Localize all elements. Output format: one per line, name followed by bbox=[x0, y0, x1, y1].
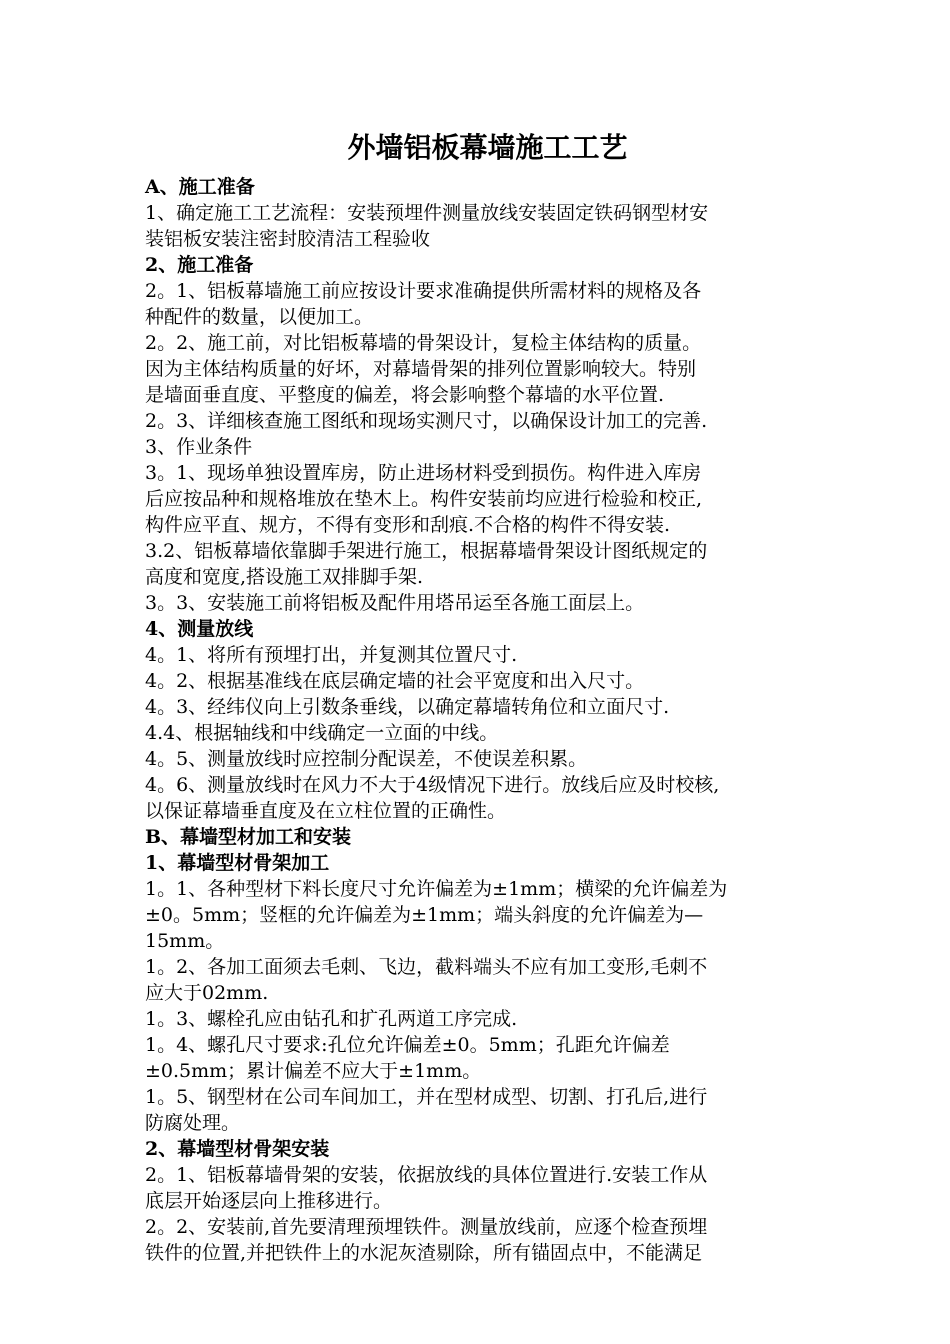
text-line: 1。5、钢型材在公司车间加工，并在型材成型、切割、打孔后,进行 bbox=[145, 1086, 708, 1108]
paragraph bbox=[145, 694, 810, 720]
text-line: 3。1、现场单独设置库房，防止进场材料受到损伤。构件进入库房 bbox=[145, 462, 702, 484]
text-line: ±0。5mm；竖框的允许偏差为±1mm；端头斜度的允许偏差为— bbox=[145, 904, 704, 926]
text-line: 4。6、测量放线时在风力不大于4级情况下进行。放线后应及时校核, bbox=[145, 774, 720, 796]
text-line: 4。5、测量放线时应控制分配误差，不使误差积累。 bbox=[145, 748, 588, 770]
section-heading bbox=[145, 824, 810, 850]
paragraph bbox=[145, 434, 810, 460]
text-line: 4。1、将所有预埋打出，并复测其位置尺寸. bbox=[145, 644, 518, 666]
paragraph bbox=[145, 1032, 810, 1084]
text-line: 底层开始逐层向上推移进行。 bbox=[145, 1190, 393, 1212]
text-line: 防腐处理。 bbox=[145, 1112, 241, 1134]
text-line: 2。1、铝板幕墙施工前应按设计要求准确提供所需材料的规格及各 bbox=[145, 280, 702, 302]
paragraph bbox=[145, 278, 810, 330]
text-line: 铁件的位置,并把铁件上的水泥灰渣剔除，所有锚固点中，不能满足 bbox=[145, 1242, 703, 1264]
paragraph bbox=[145, 330, 810, 408]
text-line: 4、测量放线 bbox=[145, 618, 254, 640]
section-heading bbox=[145, 850, 810, 876]
paragraph bbox=[145, 1214, 810, 1266]
text-line: 2、施工准备 bbox=[145, 254, 254, 276]
text-line: 后应按品种和规格堆放在垫木上。构件安装前均应进行检验和校正, bbox=[145, 488, 703, 510]
text-line: 4。2、根据基准线在底层确定墙的社会平宽度和出入尺寸。 bbox=[145, 670, 645, 692]
text-line: 2。3、详细核查施工图纸和现场实测尺寸，以确保设计加工的完善. bbox=[145, 410, 708, 432]
text-line: 装铝板安装注密封胶清洁工程验收 bbox=[145, 228, 431, 250]
text-line: 1。1、各种型材下料长度尺寸允许偏差为±1mm；横梁的允许偏差为 bbox=[145, 878, 728, 900]
document-body bbox=[145, 174, 810, 1266]
text-line: B、幕墙型材加工和安装 bbox=[145, 826, 352, 848]
text-line: 4.4、根据轴线和中线确定一立面的中线。 bbox=[145, 722, 499, 744]
paragraph bbox=[145, 746, 810, 772]
text-line: 3、作业条件 bbox=[145, 436, 253, 458]
text-line: 4。3、经纬仪向上引数条垂线，以确定幕墙转角位和立面尺寸. bbox=[145, 696, 670, 718]
text-line: 1。2、各加工面须去毛刺、飞边，截料端头不应有加工变形,毛刺不 bbox=[145, 956, 708, 978]
section-heading bbox=[145, 1136, 810, 1162]
text-line: 1、幕墙型材骨架加工 bbox=[145, 852, 330, 874]
paragraph bbox=[145, 1084, 810, 1136]
paragraph bbox=[145, 200, 810, 252]
section-heading bbox=[145, 616, 810, 642]
text-line: 高度和宽度,搭设施工双排脚手架. bbox=[145, 566, 424, 588]
paragraph bbox=[145, 668, 810, 694]
document-title: 外墙铝板幕墙施工工艺 bbox=[347, 131, 628, 164]
text-line: 1。3、螺栓孔应由钻孔和扩孔两道工序完成. bbox=[145, 1008, 518, 1030]
text-line: 3。3、安装施工前将铝板及配件用塔吊运至各施工面层上。 bbox=[145, 592, 645, 614]
text-line: 应大于02mm. bbox=[145, 982, 269, 1004]
text-line: 3.2、铝板幕墙依靠脚手架进行施工，根据幕墙骨架设计图纸规定的 bbox=[145, 540, 708, 562]
document-page bbox=[145, 128, 810, 1266]
paragraph bbox=[145, 720, 810, 746]
text-line: 2。2、安装前,首先要清理预埋铁件。测量放线前，应逐个检查预埋 bbox=[145, 1216, 708, 1238]
paragraph bbox=[145, 408, 810, 434]
paragraph bbox=[145, 460, 810, 538]
text-line: 2。1、铝板幕墙骨架的安装，依据放线的具体位置进行.安装工作从 bbox=[145, 1164, 708, 1186]
text-line: 是墙面垂直度、平整度的偏差，将会影响整个幕墙的水平位置. bbox=[145, 384, 665, 406]
section-heading bbox=[145, 252, 810, 278]
paragraph bbox=[145, 954, 810, 1006]
text-line: 因为主体结构质量的好坏，对幕墙骨架的排列位置影响较大。特别 bbox=[145, 358, 697, 380]
text-line: 构件应平直、规方，不得有变形和刮痕.不合格的构件不得安装. bbox=[145, 514, 671, 536]
text-line: 15mm。 bbox=[145, 930, 225, 952]
text-line: A、施工准备 bbox=[145, 176, 255, 198]
text-line: 以保证幕墙垂直度及在立柱位置的正确性。 bbox=[145, 800, 507, 822]
paragraph bbox=[145, 642, 810, 668]
paragraph bbox=[145, 538, 810, 590]
paragraph bbox=[145, 590, 810, 616]
paragraph bbox=[145, 772, 810, 824]
text-line: 种配件的数量，以便加工。 bbox=[145, 306, 374, 328]
text-line: ±0.5mm；累计偏差不应大于±1mm。 bbox=[145, 1060, 482, 1082]
text-line: 1。4、螺孔尺寸要求:孔位允许偏差±0。5mm；孔距允许偏差 bbox=[145, 1034, 670, 1056]
section-heading bbox=[145, 174, 810, 200]
paragraph bbox=[145, 1006, 810, 1032]
text-line: 1、确定施工工艺流程：安装预埋件测量放线安装固定铁码钢型材安 bbox=[145, 202, 709, 224]
text-line: 2。2、施工前，对比铝板幕墙的骨架设计，复检主体结构的质量。 bbox=[145, 332, 702, 354]
paragraph bbox=[145, 1162, 810, 1214]
text-line: 2、幕墙型材骨架安装 bbox=[145, 1138, 330, 1160]
paragraph bbox=[145, 876, 810, 954]
